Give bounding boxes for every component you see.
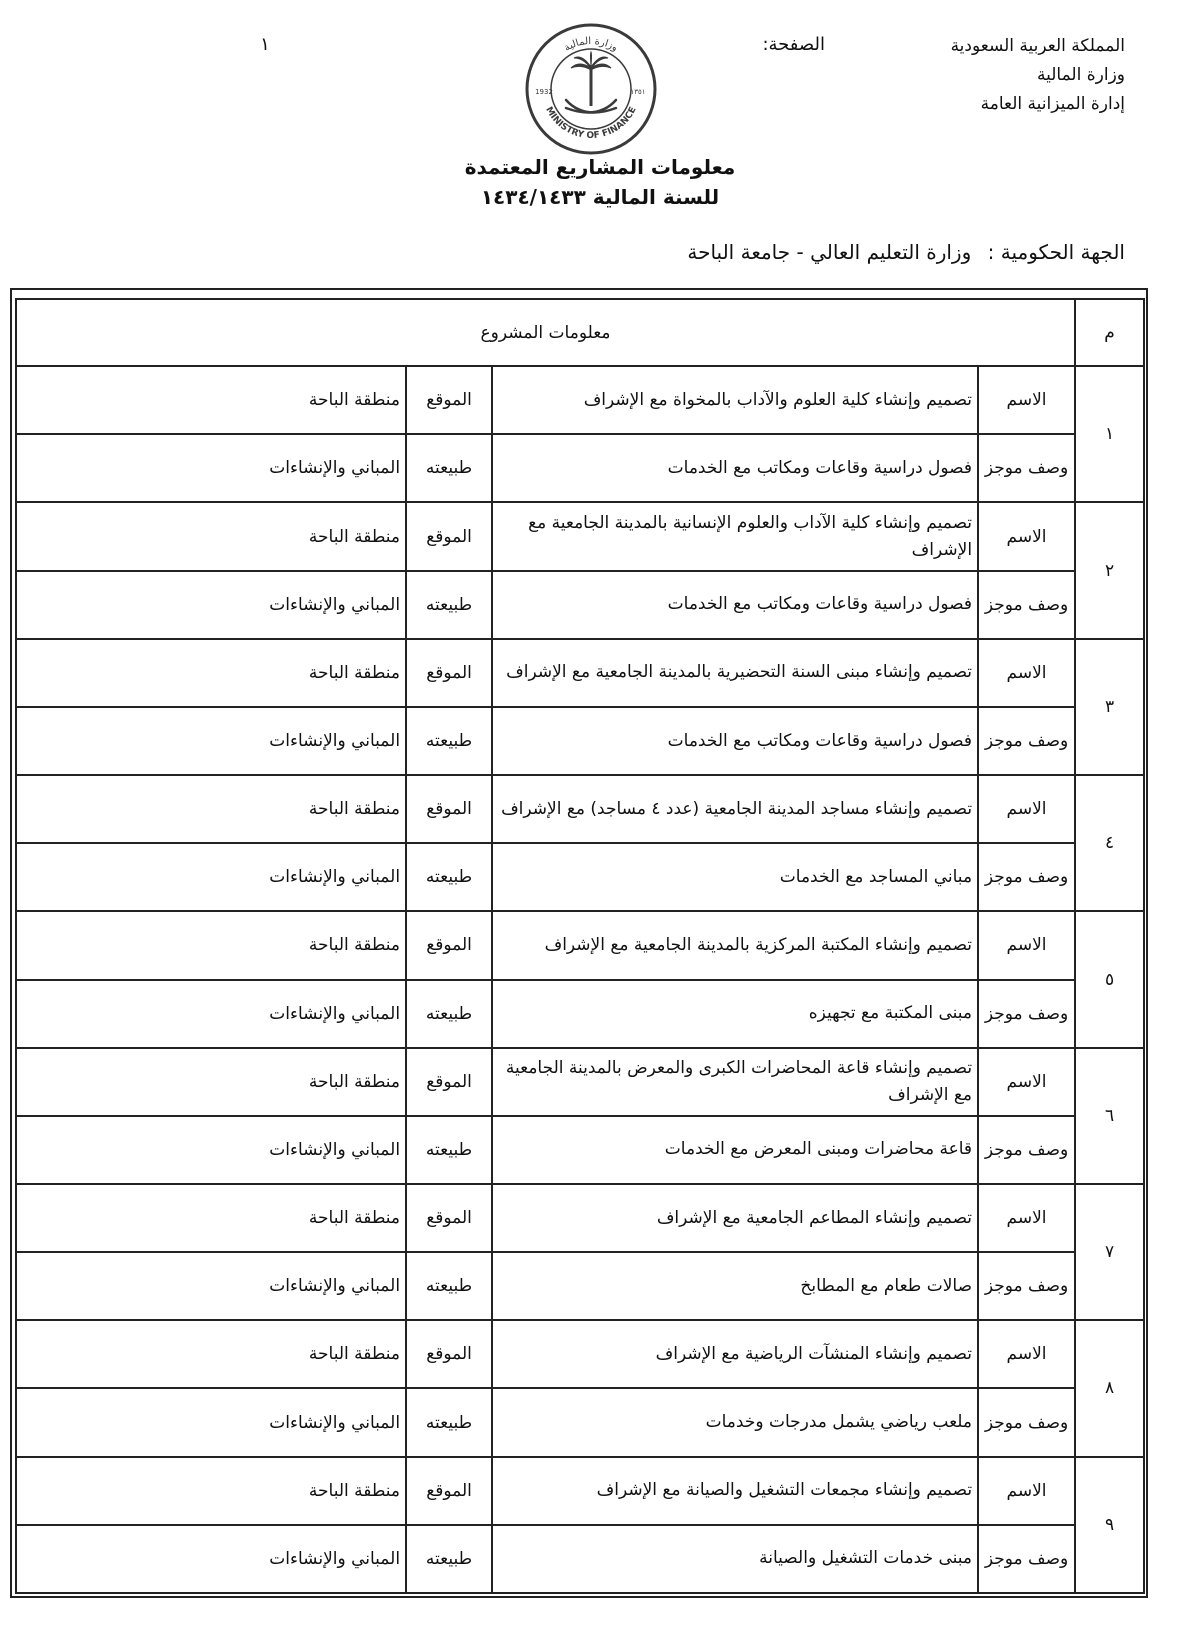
title-line-1: معلومات المشاريع المعتمدة — [464, 155, 736, 179]
project-description: فصول دراسية وقاعات ومكاتب مع الخدمات — [492, 571, 978, 639]
project-name: تصميم وإنشاء كلية العلوم والآداب بالمخواة مع الإشراف — [492, 366, 978, 434]
document-title — [400, 152, 800, 212]
project-name: تصميم وإنشاء المكتبة المركزية بالمدينة الجامعية مع الإشراف — [492, 911, 978, 979]
project-location: منطقة الباحة — [16, 1320, 406, 1388]
name-label: الاسم — [978, 1048, 1075, 1116]
project-name-row — [16, 1320, 1144, 1388]
entity-value: وزارة التعليم العالي - جامعة الباحة — [687, 240, 972, 264]
name-label: الاسم — [978, 911, 1075, 979]
location-label: الموقع — [406, 502, 492, 570]
nature-label: طبيعته — [406, 843, 492, 911]
name-label: الاسم — [978, 1457, 1075, 1525]
description-label: وصف موجز — [978, 1388, 1075, 1456]
project-desc-row — [16, 434, 1144, 502]
project-name: تصميم وإنشاء كلية الآداب والعلوم الإنسانية بالمدينة الجامعية مع الإشراف — [492, 502, 978, 570]
project-number: ٩ — [1075, 1457, 1144, 1593]
nature-label: طبيعته — [406, 707, 492, 775]
project-number: ٢ — [1075, 502, 1144, 638]
location-label: الموقع — [406, 1457, 492, 1525]
seal-year-right: ١٣٥١ — [630, 88, 646, 96]
description-label: وصف موجز — [978, 980, 1075, 1048]
seal-bottom-text: MINISTRY OF FINANCE — [543, 105, 639, 142]
nature-label: طبيعته — [406, 1388, 492, 1456]
location-label: الموقع — [406, 1184, 492, 1252]
project-location: منطقة الباحة — [16, 1184, 406, 1252]
description-label: وصف موجز — [978, 1116, 1075, 1184]
project-number: ٧ — [1075, 1184, 1144, 1320]
ministry-seal — [524, 22, 658, 156]
project-desc-row — [16, 571, 1144, 639]
project-desc-row — [16, 1116, 1144, 1184]
project-desc-row — [16, 1525, 1144, 1593]
project-name-row — [16, 639, 1144, 707]
location-label: الموقع — [406, 911, 492, 979]
project-name: تصميم وإنشاء مجمعات التشغيل والصيانة مع الإشراف — [492, 1457, 978, 1525]
seal-top-text: وزارة المالية — [562, 35, 620, 54]
project-description: مبنى المكتبة مع تجهيزه — [492, 980, 978, 1048]
project-number: ٥ — [1075, 911, 1144, 1047]
project-name-row — [16, 502, 1144, 570]
palm-icon — [571, 52, 611, 106]
nature-label: طبيعته — [406, 1525, 492, 1593]
project-location: منطقة الباحة — [16, 639, 406, 707]
nature-label: طبيعته — [406, 1116, 492, 1184]
project-name: تصميم وإنشاء المطاعم الجامعية مع الإشراف — [492, 1184, 978, 1252]
project-location: منطقة الباحة — [16, 911, 406, 979]
project-nature: المباني والإنشاءات — [16, 1116, 406, 1184]
project-number: ١ — [1075, 366, 1144, 502]
name-label: الاسم — [978, 502, 1075, 570]
nature-label: طبيعته — [406, 434, 492, 502]
project-desc-row — [16, 1252, 1144, 1320]
nature-label: طبيعته — [406, 571, 492, 639]
issuer-block — [865, 32, 1125, 119]
project-desc-row — [16, 707, 1144, 775]
project-name-row — [16, 1048, 1144, 1116]
project-nature: المباني والإنشاءات — [16, 980, 406, 1048]
description-label: وصف موجز — [978, 571, 1075, 639]
project-number: ٤ — [1075, 775, 1144, 911]
project-name: تصميم وإنشاء مساجد المدينة الجامعية (عدد ٤ مساجد) مع الإشراف — [492, 775, 978, 843]
project-name-row — [16, 775, 1144, 843]
project-nature: المباني والإنشاءات — [16, 1252, 406, 1320]
project-location: منطقة الباحة — [16, 1457, 406, 1525]
location-label: الموقع — [406, 1320, 492, 1388]
project-name: تصميم وإنشاء قاعة المحاضرات الكبرى والمعرض بالمدينة الجامعية مع الإشراف — [492, 1048, 978, 1116]
page-number: ١ — [260, 34, 270, 55]
description-label: وصف موجز — [978, 1525, 1075, 1593]
project-name-row — [16, 1184, 1144, 1252]
issuer-department: إدارة الميزانية العامة — [980, 94, 1125, 114]
name-label: الاسم — [978, 366, 1075, 434]
project-name-row — [16, 366, 1144, 434]
project-nature: المباني والإنشاءات — [16, 1525, 406, 1593]
project-number: ٣ — [1075, 639, 1144, 775]
description-label: وصف موجز — [978, 1252, 1075, 1320]
project-description: قاعة محاضرات ومبنى المعرض مع الخدمات — [492, 1116, 978, 1184]
page-label: الصفحة: — [762, 34, 825, 55]
project-location: منطقة الباحة — [16, 1048, 406, 1116]
projects-table — [15, 298, 1145, 1594]
title-line-2: للسنة المالية ١٤٣٤/١٤٣٣ — [480, 185, 720, 209]
project-description: صالات طعام مع المطابخ — [492, 1252, 978, 1320]
project-nature: المباني والإنشاءات — [16, 843, 406, 911]
government-entity — [687, 240, 1125, 264]
project-name: تصميم وإنشاء مبنى السنة التحضيرية بالمدينة الجامعية مع الإشراف — [492, 639, 978, 707]
seal-year-left: 1932 — [535, 88, 553, 96]
project-description: مباني المساجد مع الخدمات — [492, 843, 978, 911]
project-nature: المباني والإنشاءات — [16, 434, 406, 502]
table-header-row — [16, 299, 1144, 366]
project-desc-row — [16, 980, 1144, 1048]
header-project-info: معلومات المشروع — [16, 299, 1075, 366]
description-label: وصف موجز — [978, 434, 1075, 502]
project-location: منطقة الباحة — [16, 366, 406, 434]
project-number: ٦ — [1075, 1048, 1144, 1184]
nature-label: طبيعته — [406, 1252, 492, 1320]
project-nature: المباني والإنشاءات — [16, 571, 406, 639]
location-label: الموقع — [406, 639, 492, 707]
entity-label: الجهة الحكومية : — [987, 240, 1125, 264]
project-nature: المباني والإنشاءات — [16, 1388, 406, 1456]
name-label: الاسم — [978, 1320, 1075, 1388]
location-label: الموقع — [406, 1048, 492, 1116]
location-label: الموقع — [406, 366, 492, 434]
project-description: فصول دراسية وقاعات ومكاتب مع الخدمات — [492, 707, 978, 775]
project-location: منطقة الباحة — [16, 775, 406, 843]
description-label: وصف موجز — [978, 707, 1075, 775]
project-name-row — [16, 911, 1144, 979]
project-number: ٨ — [1075, 1320, 1144, 1456]
issuer-country: المملكة العربية السعودية — [950, 36, 1125, 56]
project-description: ملعب رياضي يشمل مدرجات وخدمات — [492, 1388, 978, 1456]
location-label: الموقع — [406, 775, 492, 843]
project-name-row — [16, 1457, 1144, 1525]
issuer-ministry: وزارة المالية — [1037, 65, 1125, 85]
nature-label: طبيعته — [406, 980, 492, 1048]
project-description: فصول دراسية وقاعات ومكاتب مع الخدمات — [492, 434, 978, 502]
description-label: وصف موجز — [978, 843, 1075, 911]
name-label: الاسم — [978, 1184, 1075, 1252]
name-label: الاسم — [978, 775, 1075, 843]
project-name: تصميم وإنشاء المنشآت الرياضية مع الإشراف — [492, 1320, 978, 1388]
project-desc-row — [16, 843, 1144, 911]
name-label: الاسم — [978, 639, 1075, 707]
project-desc-row — [16, 1388, 1144, 1456]
project-description: مبنى خدمات التشغيل والصيانة — [492, 1525, 978, 1593]
project-nature: المباني والإنشاءات — [16, 707, 406, 775]
project-location: منطقة الباحة — [16, 502, 406, 570]
header-number: م — [1075, 299, 1144, 366]
